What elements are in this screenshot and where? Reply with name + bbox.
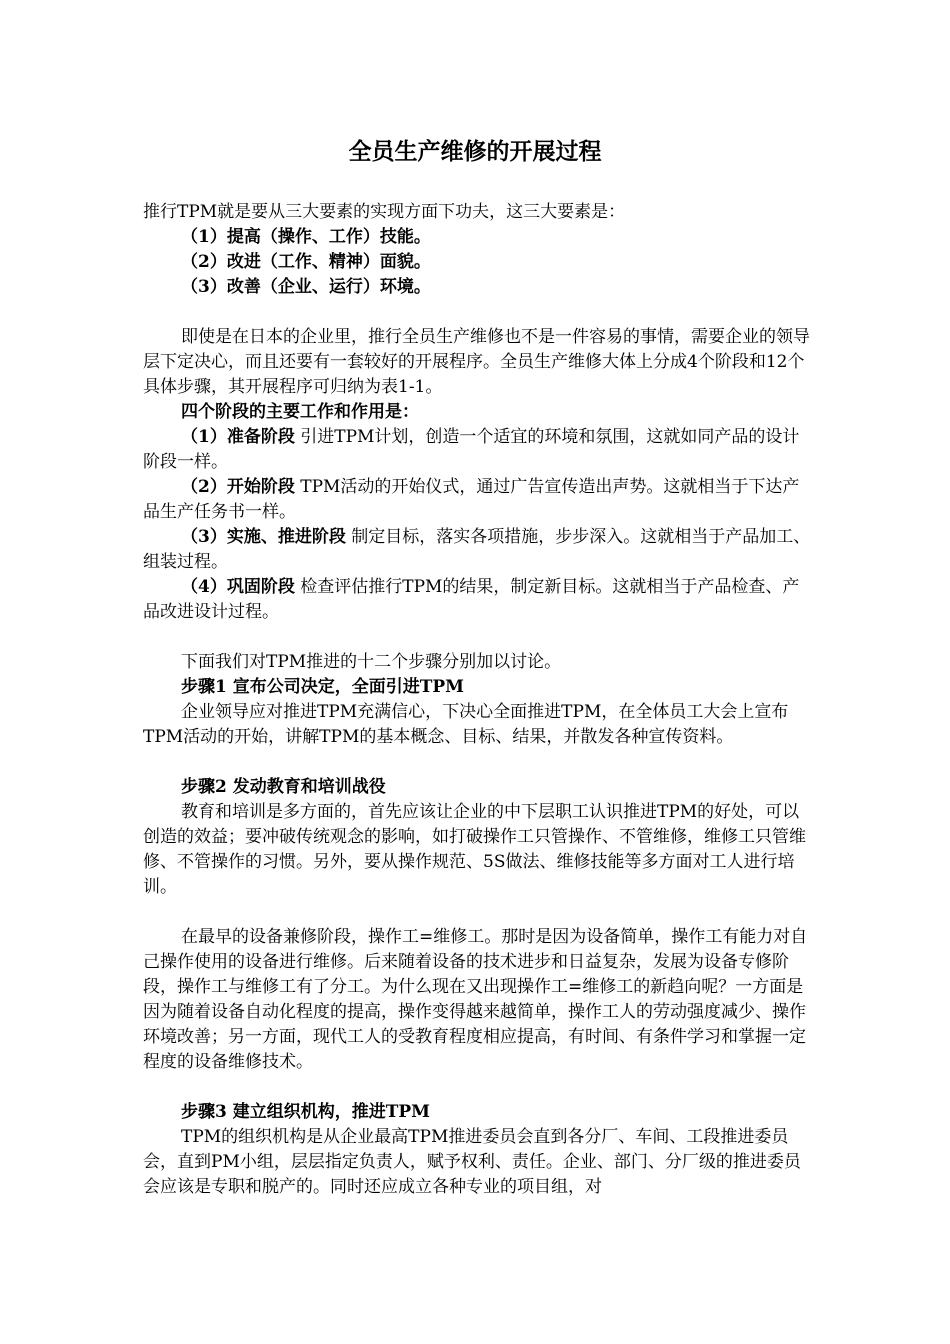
stage-text: 检查评估推行TPM的结果，制定新目标。这就相当于产品检查、产品改进设计过程。 (143, 577, 800, 622)
stage-text: 制定目标，落实各项措施，步步深入。这就相当于产品加工、组装过程。 (143, 527, 811, 572)
stage-number: （3） (181, 527, 227, 547)
steps-intro: 下面我们对TPM推进的十二个步骤分别加以讨论。 (181, 652, 562, 672)
stage-item (143, 475, 811, 525)
spacer (143, 625, 811, 650)
document-body (143, 200, 811, 1200)
element-item: （3）改善（企业、运行）环境。 (181, 277, 431, 297)
stage-item (143, 525, 811, 575)
stages-heading: 四个阶段的主要工作和作用是： (181, 402, 419, 422)
step-heading: 步骤2 发动教育和培训战役 (181, 777, 386, 797)
element-item: （1）提高（操作、工作）技能。 (181, 227, 431, 247)
stage-item (143, 575, 811, 625)
page-title: 全员生产维修的开展过程 (348, 139, 602, 165)
overview-paragraph: 即使是在日本的企业里，推行全员生产维修也不是一件容易的事情，需要企业的领导层下定决心，而且还要有一套较好的开展程序。全员生产维修大体上分成4个阶段和12个具体步骤，其开展程序可归纳为表1-1。 (143, 327, 810, 397)
stage-number: （1） (181, 427, 227, 447)
spacer (143, 900, 811, 925)
step-paragraph: 企业领导应对推进TPM充满信心，下决心全面推进TPM，在全体员工大会上宣布TPM活动的开始，讲解TPM的基本概念、目标、结果，并散发各种宣传资料。 (143, 702, 789, 747)
spacer (143, 1075, 811, 1100)
stage-text: TPM活动的开始仪式，通过广告宣传造出声势。这就相当于下达产品生产任务书一样。 (143, 477, 800, 522)
spacer (143, 300, 811, 325)
step-paragraph: TPM的组织机构是从企业最高TPM推进委员会直到各分厂、车间、工段推进委员会，直到PM小组，层层指定负责人，赋予权利、责任。企业、部门、分厂级的推进委员会应该是专职和脱产的。同时还应成立各种专业的项目组，对 (143, 1127, 801, 1197)
stage-text: 引进TPM计划，创造一个适宜的环境和氛围，这就如同产品的设计阶段一样。 (143, 427, 800, 472)
stage-number: （2） (181, 477, 227, 497)
step-paragraph: 在最早的设备兼修阶段，操作工=维修工。那时是因为设备简单，操作工有能力对自己操作使用的设备进行维修。后来随着设备的技术进步和日益复杂，发展为设备专修阶段，操作工与维修工有了分工。为什么现在又出现操作工=维修工的新趋向呢？一方面是因为随着设备自动化程度的提高，操作变得越来越简单，操作工人的劳动强度减少、操作环境改善；另一方面，现代工人的受教育程度相应提高，有时间、有条件学习和掌握一定程度的设备维修技术。 (143, 927, 808, 1072)
stage-name: 准备阶段 (226, 427, 295, 447)
intro-lead: 推行TPM就是要从三大要素的实现方面下功夫，这三大要素是： (143, 202, 626, 222)
stage-name: 巩固阶段 (226, 577, 295, 597)
stage-name: 实施、推进阶段 (226, 527, 346, 547)
stage-item (143, 425, 811, 475)
step-heading: 步骤3 建立组织机构，推进TPM (181, 1102, 430, 1122)
spacer (143, 750, 811, 775)
stage-number: （4） (181, 577, 227, 597)
step-paragraph: 教育和培训是多方面的，首先应该让企业的中下层职工认识推进TPM的好处，可以创造的效益；要冲破传统观念的影响，如打破操作工只管操作、不管维修，维修工只管维修、不管操作的习惯。另外，要从操作规范、5S做法、维修技能等多方面对工人进行培训。 (143, 802, 806, 897)
step-heading: 步骤1 宣布公司决定，全面引进TPM (181, 677, 464, 697)
element-item: （2）改进（工作、精神）面貌。 (181, 252, 431, 272)
stage-name: 开始阶段 (226, 477, 295, 497)
